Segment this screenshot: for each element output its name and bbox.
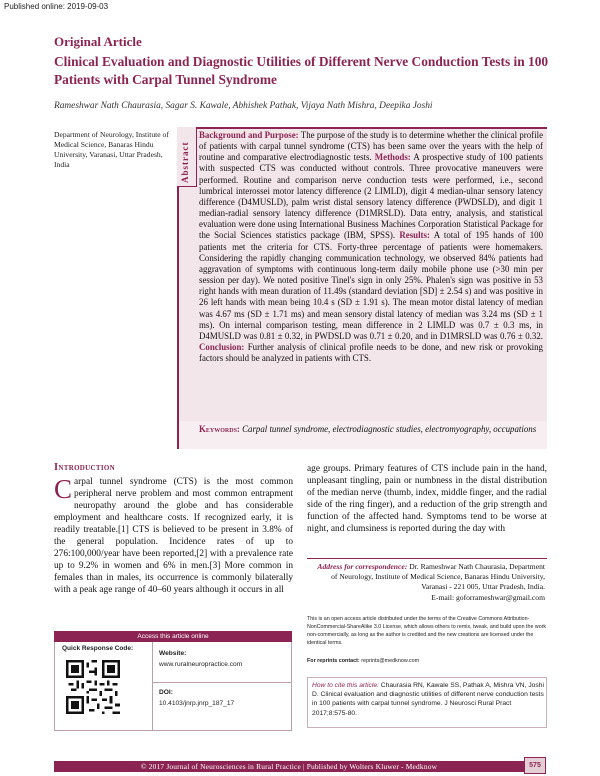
- keywords-label: Keywords:: [199, 424, 240, 434]
- website-label: Website:: [159, 650, 187, 657]
- access-header: Access this article online: [54, 631, 292, 642]
- author-list: Rameshwar Nath Chaurasia, Sagar S. Kawale, Abhishek Pathak, Vijaya Nath Mishra, Deepika Joshi: [54, 101, 433, 111]
- citation-text: Chaurasia RN, Kawale SS, Pathak A, Mishra VN, Joshi D. Clinical evaluation and diagnostic utilities of different nerve conduction tests in 100 patients with carpal tunnel syndrome. J Neurosci Rural Pract 2017;8:575-80.: [312, 682, 544, 717]
- footer-text: © 2017 Journal of Neurosciences in Rural Practice | Published by Wolters Kluwer - Medknow: [140, 762, 438, 771]
- website-link[interactable]: www.ruralneuropractice.com: [159, 661, 243, 668]
- correspondence-text: Dr. Rameshwar Nath Chaurasia, Department of Neurology, Institute of Medical Science, Banaras Hindu University, Varanasi - 221 005, Uttar Pradesh, India.: [331, 562, 545, 592]
- published-online-date: Published online: 2019-09-03: [4, 2, 109, 11]
- introduction-right-column: [307, 463, 547, 535]
- introduction-heading: Introduction: [54, 462, 115, 473]
- abstract-tab-label: Abstract: [180, 141, 190, 183]
- background-text: The purpose of the study is to determine whether the clinical profile of patients with carpal tunnel syndrome (CTS) has been same over the years with the help of routine and comparative electrodiagnostic tests.: [199, 130, 544, 163]
- license-text: This is an open access article distributed under the terms of the Creative Commons Attribution-NonCommercial-ShareAlike 3.0 License, which allows others to remix, tweak, and build upon the work non-commercially, as long as the author is credited and the new creations are licensed under the identical terms.: [307, 616, 547, 646]
- doi-link[interactable]: 10.4103/jnrp.jnrp_187_17: [159, 700, 235, 707]
- section-label: Original Article: [54, 34, 142, 49]
- correspondence: [312, 562, 545, 603]
- affiliation: Department of Neurology, Institute of Medical Science, Banaras Hindu University, Varanasi, Uttar Pradesh, India: [54, 130, 169, 169]
- conclusion-text: Further analysis of clinical profile needs to be done, and new risk or provoking factors should be analyzed in patients with CTS.: [199, 341, 543, 364]
- background-label: Background and Purpose:: [199, 130, 299, 140]
- qr-code-icon: [66, 660, 120, 714]
- reprints-email[interactable]: reprints@medknow.com: [361, 658, 420, 664]
- results-text: A total of 195 hands of 100 patients met the criteria for CTS. Forty-three percentage of patients were homemakers. Considering the rapidly changing communication technology, we observed 84% patients had aggravation of symptoms with continuous long-term daily mobile phone use (>30 min per session per day). We noted positive Tinel's sign in only 25%. Phalen's sign was positive in 53 right hands with mean duration of 11.49s (standard deviation [SD] ± 2.54 s) and was positive in 26 left hands with mean being 10.4 s (SD ± 1.91 s). The mean motor distal latency of median was 4.67 ms (SD ± 1.71 ms) and mean sensory distal latency of median was 3.24 ms (SD ± 1 ms). On internal comparison testing, mean difference in 2 LIMLD was 0.7 ± 0.3 ms, in D4MUSLD was 0.81 ± 0.32, in PWDSLD was 0.71 ± 0.20, and in D1MRSLD was 0.76 ± 0.32.: [199, 230, 544, 341]
- citation-label: How to cite this article:: [312, 682, 379, 689]
- correspondence-email[interactable]: E-mail: goforrameshwar@gmail.com: [431, 592, 545, 602]
- citation: [312, 681, 544, 718]
- keywords: [199, 424, 543, 435]
- introduction-left-column: [54, 476, 293, 596]
- abstract-tab: [177, 127, 197, 187]
- reprints-contact: [307, 658, 547, 664]
- conclusion-label: Conclusion:: [199, 341, 245, 352]
- access-divider: [152, 642, 153, 731]
- methods-label: Methods:: [374, 152, 411, 163]
- qr-code-label: Quick Response Code:: [62, 645, 134, 652]
- page-number: 575: [524, 757, 546, 774]
- access-separator: [152, 682, 292, 683]
- correspondence-label: Address for correspondence:: [317, 562, 408, 571]
- keywords-text: Carpal tunnel syndrome, electrodiagnostic studies, electromyography, occupations: [242, 424, 537, 434]
- methods-text: A prospective study of 100 patients with suspected CTS was conducted without controls. Three provocative maneuvers were performed. Routine and comparison nerve conduction tests were performed, i.e., second lumbrical interossei motor latency difference (2 LIMLD), digit 4 median-ulnar sensory latency difference (D4MUSLD), palm wrist distal sensory latency difference (PWDSLD), and digit 1 median-radial sensory latency difference (D1MRSLD). Data entry, analysis, and statistical evaluation were done using International Business Machines Corporation Statistical Package for the Social Sciences statistics package (IBM, SPSS).: [199, 152, 544, 241]
- abstract-text: [199, 130, 543, 364]
- introduction-right-text: age groups. Primary features of CTS include pain in the hand, unpleasant tingling, pain or numbness in the distal distribution of the median nerve (thumb, index, middle finger, and the radial side of the ring finger), and a reduction of the grip strength and function of the affected hand. Symptoms tend to be worse at night, and clumsiness is reported during the day with: [307, 464, 547, 535]
- introduction-left-text: arpal tunnel syndrome (CTS) is the most common peripheral nerve problem and most common entrapment neuropathy around the globe and has considerable employment and healthcare costs. If recognized early, it is readily treatable.[1] CTS is believed to be present in 3.8% of the general population. Incidence rates of up to 276:100,000/year have been reported,[2] with a prevalence rate up to 9.2% in women and 6% in men.[3] More common in females than in males, its occurrence is commonly bilaterally with a peak age range of 40–60 years although it occurs in all: [54, 477, 293, 596]
- drop-cap: C: [54, 474, 73, 504]
- doi-label: DOI:: [159, 689, 173, 696]
- article-title: Clinical Evaluation and Diagnostic Utilities of Different Nerve Conduction Tests in 100 Patients with Carpal Tunnel Syndrome: [54, 54, 549, 87]
- reprints-label: For reprints contact:: [307, 658, 360, 664]
- results-label: Results:: [399, 230, 430, 241]
